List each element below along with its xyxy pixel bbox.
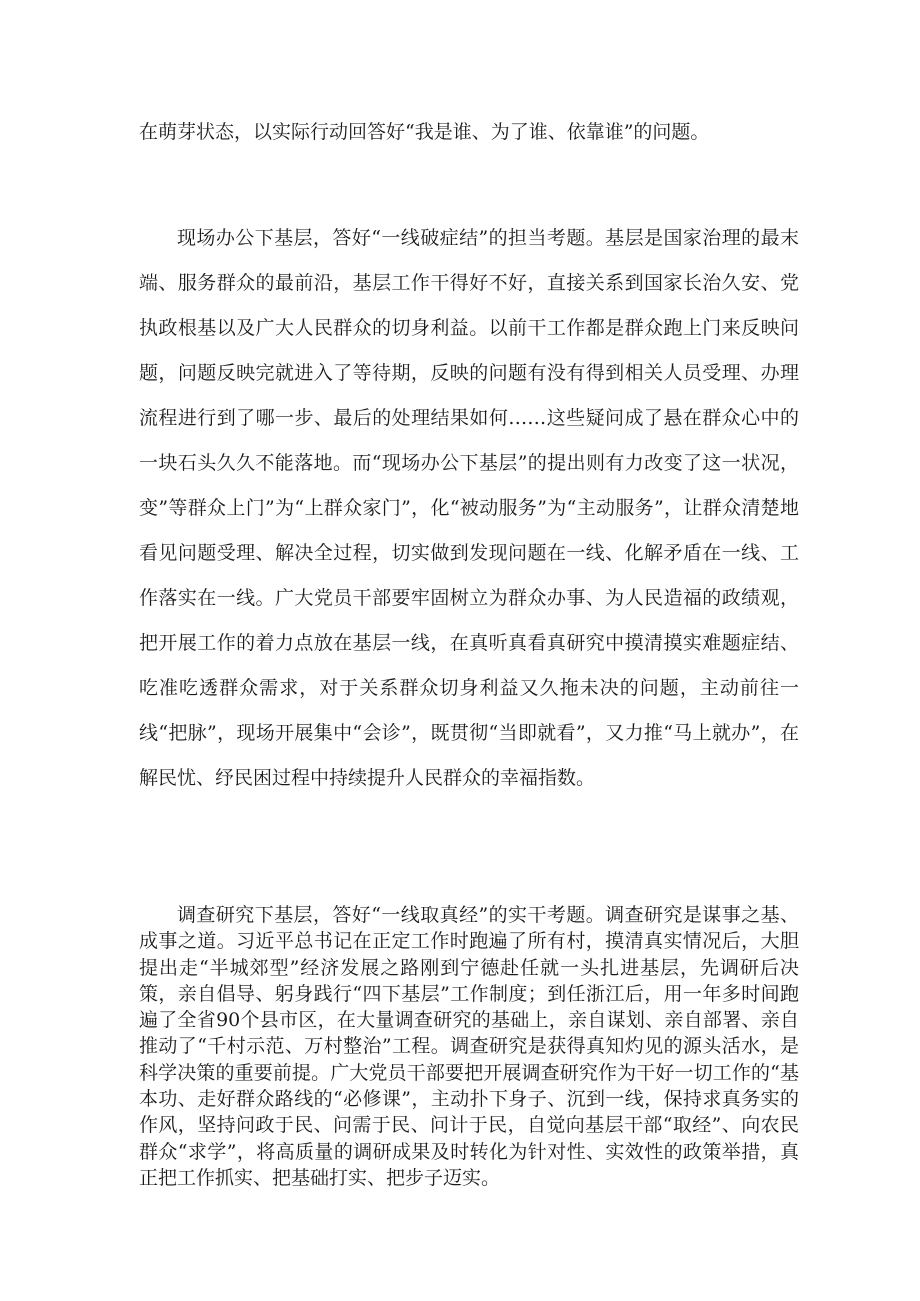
paragraph-1: 在萌芽状态，以实际行动回答好“我是谁、为了谁、依靠谁”的问题。 xyxy=(139,121,710,143)
paragraph-2: 现场办公下基层，答好“一线破症结”的担当考题。基层是国家治理的最末端、服务群众的最前沿，基层工作干得好不好，直接关系到国家长治久安、党执政根基以及广大人民群众的切身利益。以前干工作都是群众跑上门来反映问题，问题反映完就进入了等待期，反映的问题有没有得到相关人员受理、办理流程进行到了哪一步、最后的处理结果如何……这些疑问成了悬在群众心中的一块石头久久不能落地。而“现场办公下基层”的提出则有力改变了这一状况，变”等群众上门”为“上群众家门”，化“被动服务”为“主动服务”，让群众清楚地看见问题受理、解决全过程，切实做到发现问题在一线、化解矛盾在一线、工作落实在一线。广大党员干部要牢固树立为群众办事、为人民造福的政绩观，把开展工作的着力点放在基层一线，在真听真看真研究中摸清摸实难题症结、吃准吃透群众需求，对于关系群众切身利益又久拖未决的问题，主动前往一线“把脉”，现场开展集中“会诊”，既贯彻“当即就看”，又力推“马上就办”，在解民忧、纾民困过程中持续提升人民群众的幸福指数。 xyxy=(139,227,799,789)
paragraph-3: 调查研究下基层，答好“一线取真经”的实干考题。调查研究是谋事之基、成事之道。习近平总书记在正定工作时跑遍了所有村，摸清真实情况后，大胆提出走“半城郊型”经济发展之路刚到宁德赴任就一头扎进基层，先调研后决策，亲自倡导、躬身践行“四下基层”工作制度；到任浙江后，用一年多时间跑遍了全省90个县市区，在大量调查研究的基础上，亲自谋划、亲自部署、亲自推动了“千村示范、万村整治”工程。调查研究是获得真知灼见的源头活水，是科学决策的重要前提。广大党员干部要把开展调查研究作为干好一切工作的“基本功、走好群众路线的“必修课”，主动扑下身子、沉到一线，保持求真务实的作风，坚持问政于民、问需于民、问计于民，自觉向基层干部“取经”、向农民群众“求学”，将高质量的调研成果及时转化为针对性、实效性的政策举措，真正把工作抓实、把基础打实、把步子迈实。 xyxy=(139,904,799,1189)
